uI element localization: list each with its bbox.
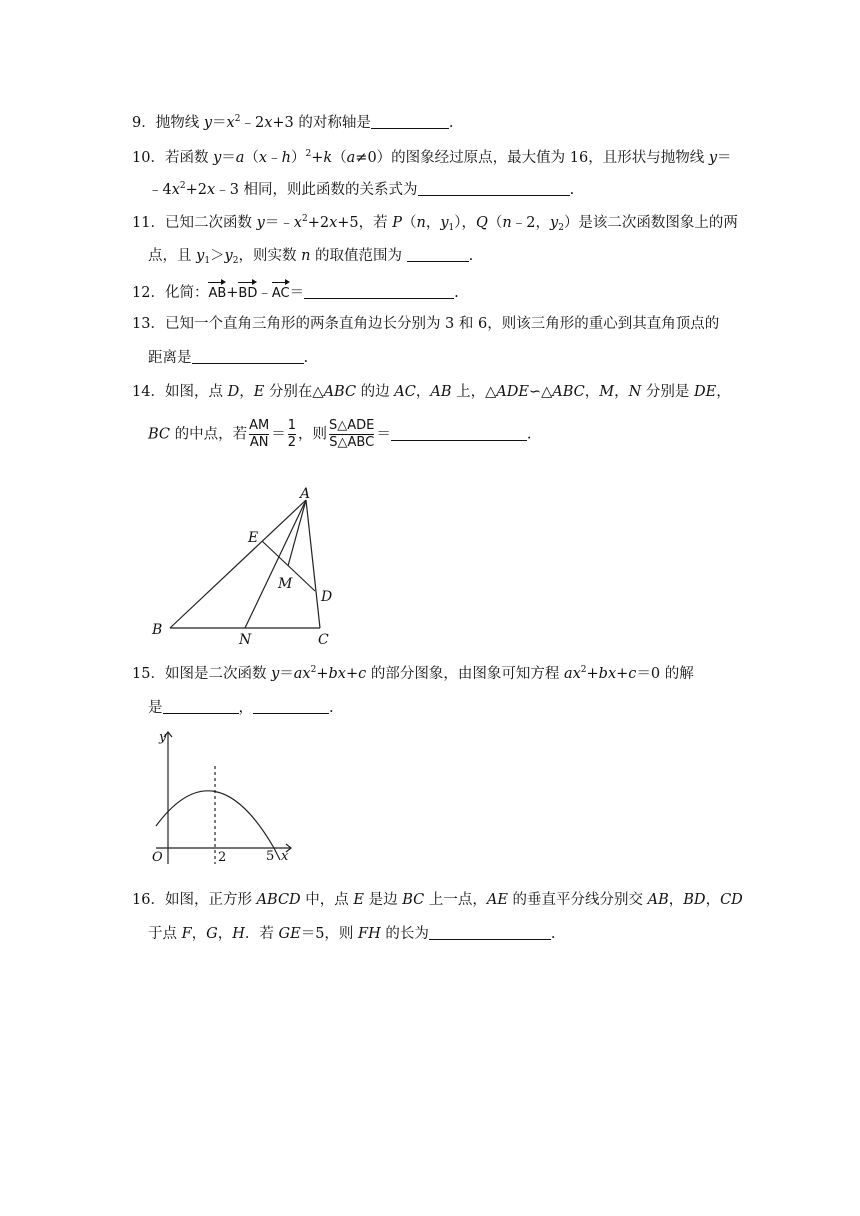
question-10-line-2: $﹣4x^2+2x﹣3$ 相同，则此函数的关系式为 . [148, 181, 575, 198]
question-number: 14． [132, 384, 165, 400]
question-number: 11． [132, 215, 165, 231]
answer-blank[interactable] [407, 247, 469, 262]
label-e: E [248, 530, 259, 546]
question-14-line-2: BC 的中点，若 $\frac{AM}{AN}$ ＝ $\frac{1}{2}$ ，则 $\frac{\text{S△ADE}}{\text{S△ABC}}$ ＝ . [148, 418, 532, 450]
question-number: 10． [132, 150, 165, 166]
label-origin: O [152, 850, 163, 865]
question-number: 12． [132, 285, 165, 301]
triangle-figure [148, 484, 348, 650]
label-a: A [300, 486, 311, 502]
question-12: 12．化简：AB+BD﹣AC＝ . [132, 280, 459, 304]
question-9: 9．抛物线 $y=x^2﹣2x+3$ 的对称轴是 . [132, 114, 454, 131]
parabola-graph [148, 726, 308, 868]
question-16: 16．如图，正方形 ABCD 中，点 E 是边 BC 上一点，AE 的垂直平分线分别交 AB，BD，CD [132, 892, 743, 908]
answer-blank-1[interactable] [163, 699, 239, 714]
label-d: D [321, 589, 333, 605]
question-number: 16． [132, 892, 165, 908]
answer-blank[interactable] [418, 181, 570, 196]
answer-blank[interactable] [429, 925, 551, 940]
label-y: y [159, 730, 167, 745]
question-14: 14．如图，点 D，E 分别在△ABC 的边 AC，AB 上，△ADE∽△ABC，M，N 分别是 DE， [132, 384, 731, 400]
answer-blank[interactable] [192, 349, 304, 364]
question-16-line-2: 于点 F，G，H．若 GE＝5，则 FH 的长为 . [148, 926, 556, 942]
question-13: 13．已知一个直角三角形的两条直角边长分别为 3 和 6，则该三角形的重心到其直角顶点的 [132, 316, 720, 332]
question-10: 10．若函数 y＝a（x﹣h）$^2$+k（a≠0）的图象经过原点，最大值为 16，且形状与抛物线 y＝ [132, 149, 732, 166]
label-c: C [318, 632, 329, 648]
label-x: x [281, 849, 289, 864]
label-m: M [278, 576, 293, 592]
fraction-area-ratio: $\frac{\text{S△ADE}}{\text{S△ABC}}$ [329, 418, 375, 450]
question-11: 11．已知二次函数 $y=﹣x^2+2x+5$，若 P（n，$y_1$），Q（n﹣2，$y_2$）是该二次函数图象上的两 [132, 214, 738, 233]
fraction-am-an: $\frac{AM}{AN}$ [249, 418, 270, 450]
fraction-one-half: $\frac{1}{2}$ [287, 418, 297, 450]
question-11-line-2: 点，且 $y_1>y_2$，则实数 n 的取值范围为 . [148, 248, 474, 266]
vector-bd: BD [238, 280, 257, 304]
answer-blank[interactable] [371, 114, 449, 129]
question-number: 13． [132, 316, 165, 332]
answer-blank-2[interactable] [253, 699, 329, 714]
label-b: B [152, 622, 163, 638]
label-n: N [239, 632, 252, 648]
vector-ac: AC [272, 280, 290, 304]
question-15: 15．如图是二次函数 $y=ax^2+bx+c$ 的部分图象，由图象可知方程 $ax^2+bx+c=0$ 的解 [132, 665, 694, 682]
vector-ab: AB [208, 280, 226, 304]
question-number: 9． [132, 115, 156, 131]
question-number: 15． [132, 666, 165, 682]
answer-blank[interactable] [304, 284, 454, 299]
segment-an [245, 500, 306, 628]
question-13-line-2: 距离是 . [148, 350, 309, 366]
label-five: 5 [266, 849, 275, 864]
question-15-line-2: 是 ， . [148, 700, 334, 716]
label-two: 2 [218, 850, 227, 865]
side-ac [306, 500, 320, 628]
answer-blank[interactable] [391, 426, 527, 441]
